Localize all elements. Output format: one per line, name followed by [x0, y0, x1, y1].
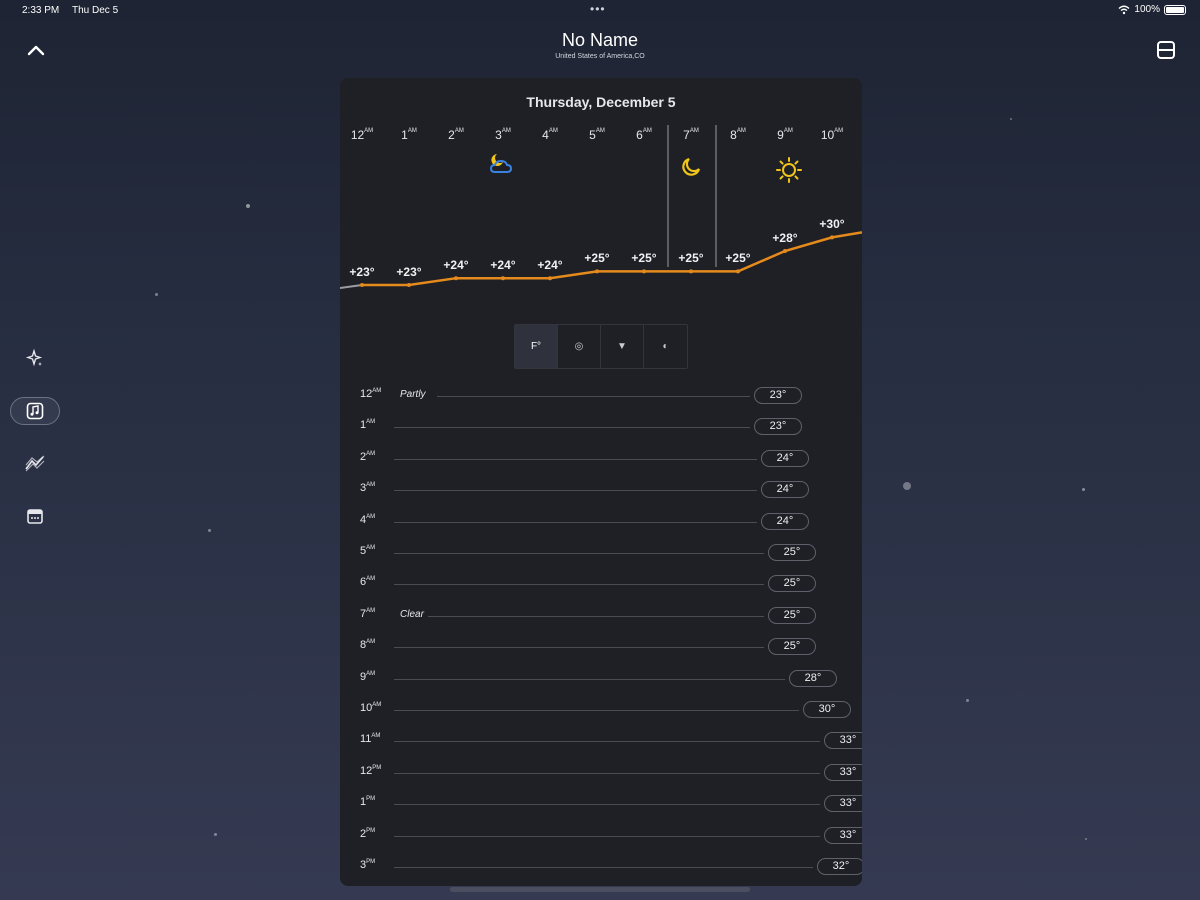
chart-temp-label: +25° [725, 251, 751, 266]
forecast-date: Thursday, December 5 [526, 94, 676, 110]
row-temp-pill: 24° [761, 450, 809, 467]
star-decoration [966, 699, 969, 702]
battery-percent: 100% [1134, 4, 1160, 15]
chart-past-line [340, 285, 362, 288]
row-temp-pill: 25° [768, 575, 816, 592]
chart-temp-label: +23° [396, 265, 422, 279]
row-temp-pill: 25° [768, 607, 816, 624]
row-temp-pill: 24° [761, 481, 809, 498]
chart-hour-label: $9^{AM}$ [777, 128, 793, 142]
status-date: Thu Dec 5 [72, 5, 119, 16]
side-item-music[interactable] [10, 397, 60, 425]
list-item[interactable] [340, 731, 862, 751]
row-hour: $12^{AM}$ [360, 388, 382, 400]
layout-toggle-icon[interactable] [1156, 40, 1176, 60]
location-subtitle: United States of America,CO [555, 53, 645, 60]
star-decoration [1082, 488, 1085, 491]
row-bar [394, 647, 764, 648]
row-temp-pill: 33° [824, 795, 862, 812]
sparkle-icon [25, 348, 45, 368]
row-hour: $11^{AM}$ [360, 733, 381, 746]
chart-hour-label: $3^{AM}$ [495, 128, 511, 142]
row-bar [394, 836, 820, 837]
chart-point [454, 276, 458, 280]
list-item[interactable] [340, 826, 862, 846]
row-hour: $3^{AM}$ [360, 482, 376, 495]
chart-lines-icon [24, 454, 46, 472]
row-bar [394, 584, 764, 585]
row-bar [394, 679, 785, 680]
chart-temp-label: +24° [537, 258, 563, 273]
list-item[interactable] [340, 449, 862, 469]
row-bar [394, 522, 757, 523]
chart-temp-label: +24° [443, 258, 469, 273]
row-bar [437, 396, 750, 397]
side-item-calendar[interactable] [10, 502, 60, 530]
chart-point [736, 269, 740, 273]
star-decoration [155, 293, 158, 296]
chart-temp-label: +24° [490, 258, 516, 273]
list-item[interactable] [340, 794, 862, 814]
list-item[interactable] [340, 857, 862, 877]
star-decoration [1085, 838, 1087, 840]
multitask-dots[interactable]: ••• [590, 2, 606, 16]
chart-hour-label: $6^{AM}$ [636, 128, 652, 142]
row-bar [394, 490, 757, 491]
list-item[interactable] [340, 669, 862, 689]
row-bar [428, 616, 764, 617]
row-temp-pill: 33° [824, 764, 862, 781]
location-name: No Name [561, 30, 639, 50]
star-decoration [903, 482, 911, 490]
chart-point [360, 283, 364, 287]
chart-point [689, 269, 693, 273]
chart-hour-label: $10^{AM}$ [820, 128, 844, 142]
view-segmented-control [514, 324, 688, 369]
row-bar [394, 867, 813, 868]
list-item[interactable] [340, 763, 862, 783]
row-hour: $12^{PM}$ [360, 764, 382, 777]
list-item[interactable] [340, 543, 862, 563]
chart-point [642, 269, 646, 273]
row-bar [394, 459, 757, 460]
chart-point [783, 249, 787, 253]
battery-icon [1164, 5, 1186, 15]
list-item[interactable] [340, 606, 862, 626]
temperature-line-chart [340, 78, 862, 318]
status-time: 2:33 PM [22, 5, 60, 16]
list-item[interactable] [340, 574, 862, 594]
row-bar [394, 427, 750, 428]
chart-temp-label: +25° [631, 251, 657, 266]
row-hour: $6^{AM}$ [360, 576, 376, 589]
chart-temp-label: +30° [819, 217, 845, 232]
list-item[interactable] [340, 386, 862, 406]
chart-hour-label: $1^{AM}$ [401, 128, 417, 142]
star-decoration [208, 529, 211, 532]
row-temp-pill: 30° [803, 701, 851, 718]
fahrenheit-icon[interactable]: F° [515, 325, 558, 368]
row-bar [394, 710, 799, 711]
status-right [1118, 4, 1186, 15]
row-condition: Partly [400, 389, 426, 400]
chart-temp-label: +25° [678, 251, 704, 266]
chart-point [501, 276, 505, 280]
row-temp-pill: 33° [824, 827, 862, 844]
home-indicator[interactable] [450, 887, 750, 892]
row-hour: $8^{AM}$ [360, 639, 376, 652]
row-temp-pill: 25° [768, 544, 816, 561]
chart-point [407, 283, 411, 287]
chart-hour-label: $8^{AM}$ [730, 128, 746, 142]
row-temp-pill: 23° [754, 418, 802, 435]
status-bar [0, 0, 1200, 22]
chart-point [830, 235, 834, 239]
row-hour: $9^{AM}$ [360, 670, 376, 683]
row-bar [394, 804, 820, 805]
wifi-icon [1118, 5, 1130, 15]
chevron-up-icon[interactable] [24, 38, 48, 62]
row-temp-pill: 28° [789, 670, 837, 687]
chart-point [548, 276, 552, 280]
row-temp-pill: 32° [817, 858, 862, 875]
hourly-forecast-card[interactable] [340, 78, 862, 886]
star-decoration [246, 204, 250, 208]
row-hour: $3^{PM}$ [360, 859, 376, 871]
row-hour: $7^{AM}$ [360, 607, 376, 620]
row-hour: $2^{AM}$ [360, 450, 376, 463]
side-item-sparkle[interactable] [10, 344, 60, 372]
row-temp-pill: 23° [754, 387, 802, 404]
target-icon[interactable]: ◎ [558, 325, 601, 368]
gauge-icon[interactable]: ◐ [662, 341, 669, 352]
filter-icon[interactable]: ▼ [601, 325, 644, 368]
row-hour: $1^{AM}$ [360, 419, 376, 432]
chart-temp-label: +28° [772, 231, 798, 245]
row-condition: Clear [400, 608, 424, 620]
list-item[interactable] [340, 512, 862, 532]
list-item[interactable] [340, 417, 862, 437]
row-hour: $10^{AM}$ [360, 702, 382, 714]
chart-hour-label: $12^{AM}$ [350, 128, 374, 142]
row-temp-pill: 24° [761, 513, 809, 530]
chart-hour-label: $5^{AM}$ [589, 128, 605, 142]
side-item-chart[interactable] [10, 449, 60, 477]
chart-temp-label: +25° [584, 251, 610, 266]
music-note-icon [26, 402, 44, 420]
row-hour: $4^{AM}$ [360, 513, 376, 526]
list-item[interactable] [340, 700, 862, 720]
row-hour: $1^{PM}$ [360, 796, 376, 809]
row-hour: $2^{PM}$ [360, 827, 376, 840]
list-item[interactable] [340, 637, 862, 657]
list-item[interactable] [340, 480, 862, 500]
calendar-icon [26, 507, 44, 525]
location-header [400, 30, 800, 60]
row-temp-pill: 33° [824, 732, 862, 749]
chart-temp-label: +23° [349, 265, 375, 279]
row-bar [394, 553, 764, 554]
chart-hour-label: $2^{AM}$ [448, 128, 464, 142]
row-temp-pill: 25° [768, 638, 816, 655]
chart-hour-label: $4^{AM}$ [542, 128, 558, 142]
chart-point [595, 269, 599, 273]
row-bar [394, 773, 820, 774]
row-bar [394, 741, 820, 742]
star-decoration [1010, 118, 1012, 120]
star-decoration [214, 833, 217, 836]
row-hour: $5^{AM}$ [360, 545, 376, 557]
chart-hour-label: $7^{AM}$ [683, 128, 699, 142]
